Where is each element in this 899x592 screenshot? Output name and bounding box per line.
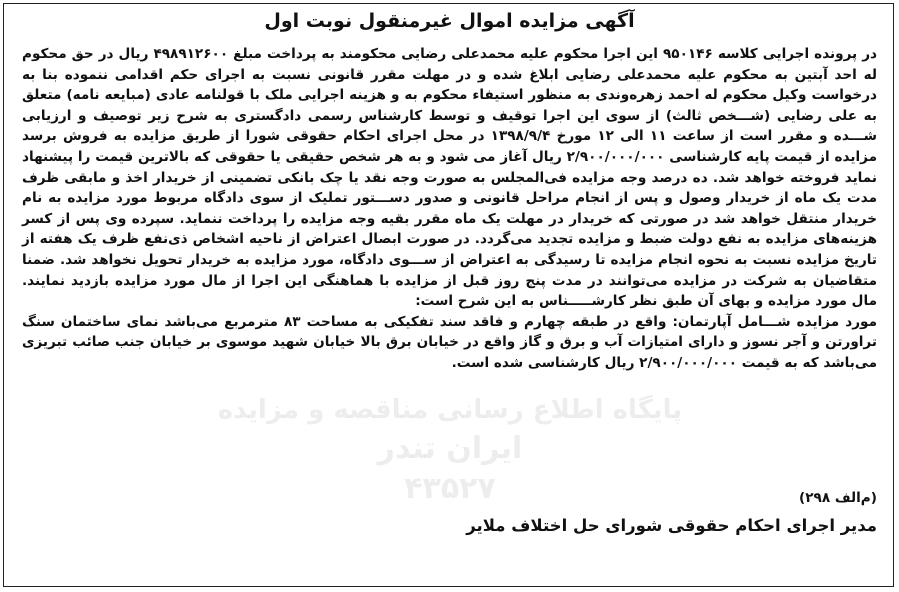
notice-signature: مدیر اجرای احکام حقوقی شورای حل اختلاف ملایر bbox=[466, 516, 877, 535]
notice-code: (م‌الف ۲۹۸) bbox=[799, 490, 877, 506]
notice-body bbox=[22, 44, 877, 374]
watermark-line-3: ۴۳۵۲۷ bbox=[404, 471, 496, 506]
notice-title: آگهی مزایده اموال غیرمنقول نوبت اول bbox=[264, 10, 635, 32]
watermark-line-2: ایران تندر bbox=[377, 431, 523, 466]
notice-paragraph-property: مورد مزایده شـــامل آپارتمان: واقع در طبقه چهارم و فاقد سند تفکیکی به مساحت ۸۳ مترمربع می‌باشد نمای ساختمان سنگ تراورتن و آجر نسوز و دارای امتیازات آب و برق و گاز واقع در خیابان برق بالا خیابان شهید موسوی بر خیابان جنب صائب تبریزی می‌باشد که به قیمت ۲/۹۰۰/۰۰۰/۰۰۰ ریال کارشناسی شده است. bbox=[22, 313, 877, 371]
watermark-line-1: پایگاه اطلاع رسانی مناقصه و مزایده bbox=[217, 395, 683, 425]
notice-paragraph-main: در پرونده اجرایی کلاسه ۹۵۰۱۴۶ این اجرا محکوم علیه محمدعلی رضایی محکومند به پرداخت مبلغ ۴۹۸۹۱۲۶۰۰ ریال در حق محکوم له احد آبتین به محکوم علیه محمدعلی رضایی ابلاغ شده و در مهلت مقرر قانونی نسبت به اجرای حکم اقدامی ننموده بنا به درخواست وکیل محکوم له احمد زهره‌وندی به منظور استیفاء محکوم به و هزینه اجرایی ملک با قولنامه عادی (مبایعه نامه) متعلق به علی رضایی (شـــخص ثالث) از سوی این اجرا توقیف و توسط کارشناس رسمی دادگستری به شرح زیر توصیف و ارزیابی شـــده و مقرر است از ساعت ۱۱ الی ۱۲ مورخ ۱۳۹۸/۹/۴ در محل اجرای احکام حقوقی شورا از طریق مزایده به فروش برسد مزایده از قیمت پایه کارشناسی ۲/۹۰۰/۰۰۰/۰۰۰ ریال آغاز می شود و به هر شخص حقیقی یا حقوقی که بالاترین قیمت را پیشنهاد نماید فروخته خواهد شد. ده درصد وجه مزایده فی‌المجلس به صورت وجه نقد یا چک بانکی تضمینی از خریدار اخذ و مابقی ظرف مدت یک ماه از خریدار وصول و پس از انجام مراحل قانونی و صدور دســـتور تملیک از سوی دادگاه مربوط مورد مزایده به نام خریدار منتقل خواهد شد در صورتی که خریدار در مهلت یک ماه مقرر بقیه وجه مزایده را پرداخت ننماید. سپرده وی پس از کسر هزینه‌های مزایده به نفع دولت ضبط و مزایده تجدید می‌گردد. در صورت ابصال اعتراض از ناحیه اشخاص ذی‌نفع ظرف یک هفته از تاریخ مزایده نسبت به نحوه انجام مزایده تا رسیدگی به اعتراض از ســـوی دادگاه، مورد مزایده به خریدار تحویل نخواهد شد. ضمنا متقاضیان به شرکت در مزایده می‌توانند در مدت پنج روز قبل از مزایده با هماهنگی این اجرا از مال مورد مزایده بازدید نمایند. مال مورد مزایده و بهای آن طبق نظر کارشـــــناس به این شرح است: bbox=[22, 46, 877, 310]
